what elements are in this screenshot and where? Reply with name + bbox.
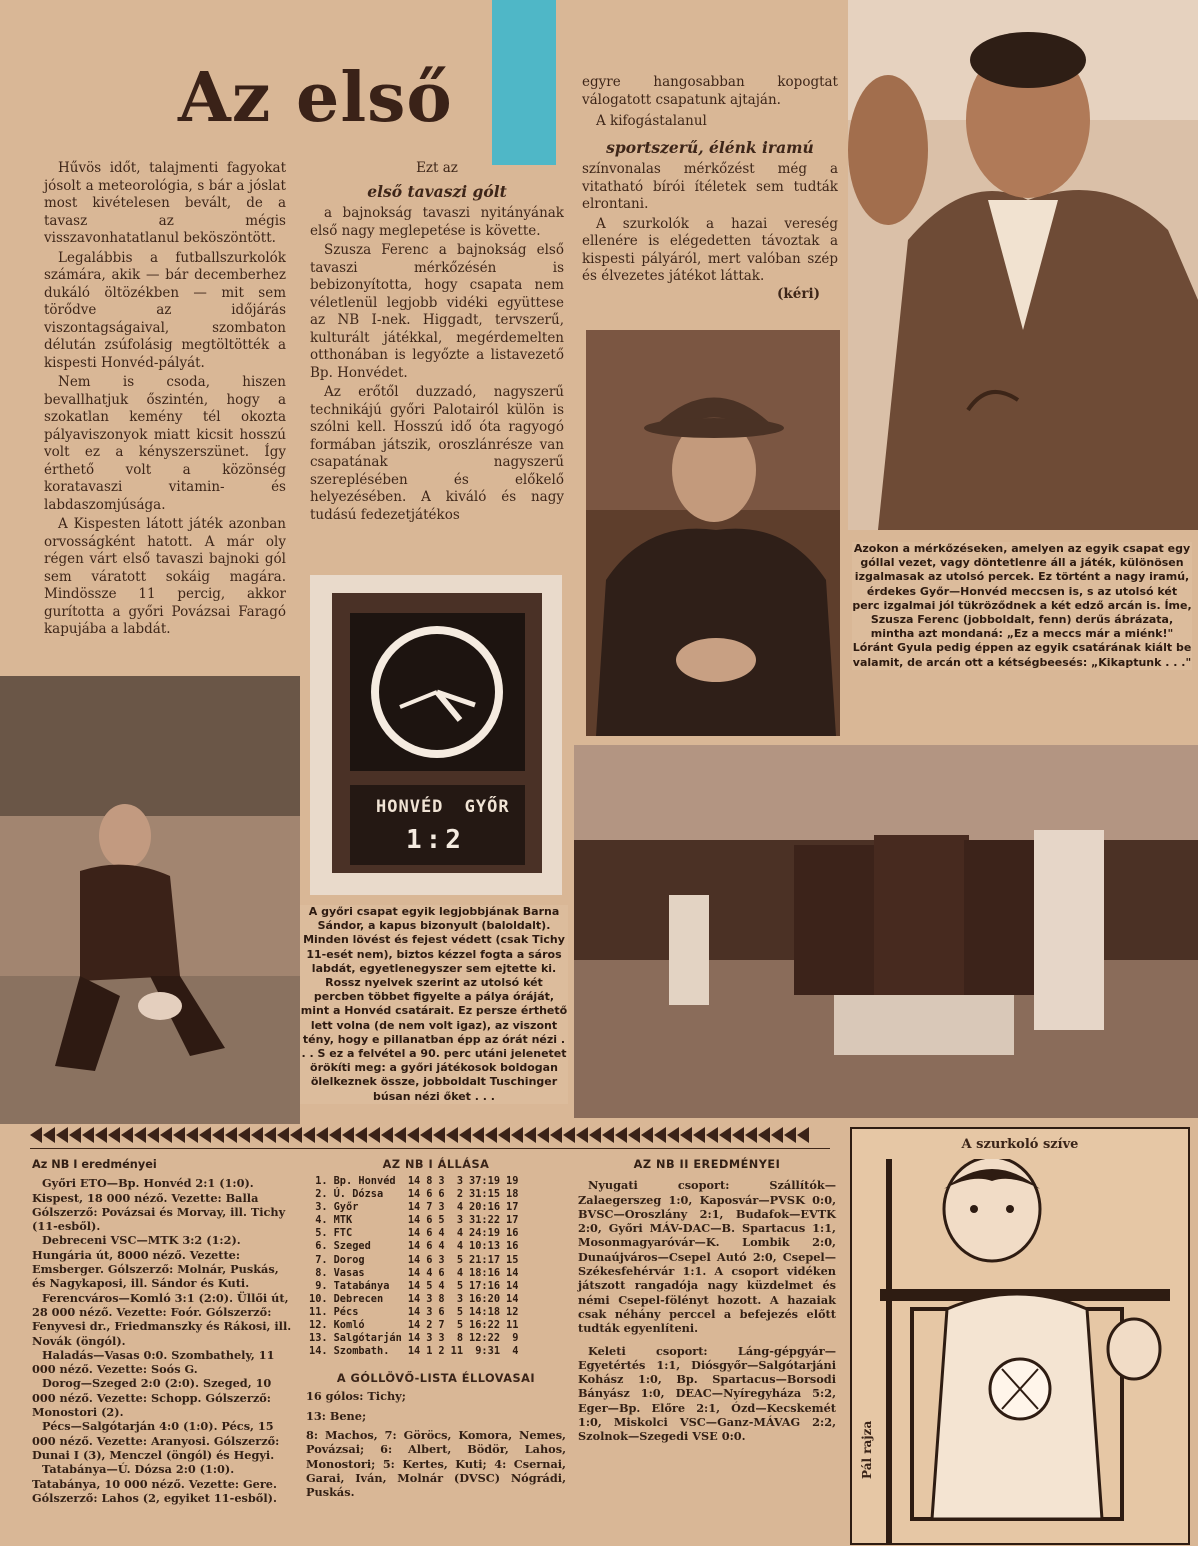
arrow-icon xyxy=(667,1127,679,1143)
arrow-icon xyxy=(485,1127,497,1143)
color-accent-bar xyxy=(492,0,556,165)
standings-cell: 16:20 xyxy=(469,1292,501,1305)
result-entry: Keleti csoport: Láng-gépgyár—Egyetértés 1:1, Diósgyőr—Salgótarjáni Kohász 1:0, Bp. Spartacus—Borsodi Bányász 1:0, DEAC—Nyíregyháza 5:2, Eger—Bp. Előre 2:1, Ózd—Kecskemét 1:0, Miskolci VSC—Ganz-MÁVAG 2:2, Szolnok—Szegedi VSE 0:0. xyxy=(578,1343,836,1444)
standings-cell: 14 xyxy=(407,1227,421,1240)
standings-row xyxy=(306,1345,521,1358)
standings-cell: Tatabánya xyxy=(333,1279,390,1292)
photo-stadium-clock xyxy=(310,575,562,895)
arrow-icon xyxy=(771,1127,783,1143)
article-column-3 xyxy=(582,74,838,303)
photo-coach-szusza xyxy=(586,330,840,736)
standings-cell: 14 xyxy=(407,1279,421,1292)
standings-cell: 4 xyxy=(426,1266,433,1279)
arrow-icon xyxy=(732,1127,744,1143)
paragraph: Hűvös időt, talajmenti fagyokat jósolt a meteorológia, s bár a jóslat most kivételesen bevált, de a tavasz az mégis visszavonhatatlanul beköszöntött. xyxy=(44,160,286,246)
standings-cell: 4 xyxy=(438,1240,445,1253)
paragraph: egyre hangosabban kopogtat válogatott csapatunk ajtaján. xyxy=(582,74,838,108)
arrow-icon xyxy=(563,1127,575,1143)
cartoon-panel xyxy=(850,1127,1190,1545)
arrow-icon xyxy=(277,1127,289,1143)
standings-cell: 4 xyxy=(438,1227,445,1240)
standings-cell: 7. xyxy=(315,1253,328,1266)
arrow-icon xyxy=(69,1127,81,1143)
headline: Az első xyxy=(178,58,453,138)
standings-cell: 3 xyxy=(426,1305,433,1318)
standings-cell: 3 xyxy=(426,1292,433,1305)
standings-cell: 3 xyxy=(456,1292,464,1305)
standings-row xyxy=(306,1332,521,1345)
standings-row xyxy=(306,1280,521,1293)
home-team: HONVÉD xyxy=(376,797,444,817)
standings-cell: 18 xyxy=(506,1188,519,1201)
arrow-icon xyxy=(212,1127,224,1143)
standings-cell: 6 xyxy=(426,1253,433,1266)
scorer-line: 13: Bene; xyxy=(306,1408,367,1423)
standings-cell: 6 xyxy=(438,1266,445,1279)
arrow-icon xyxy=(615,1127,627,1143)
arrow-icon xyxy=(589,1127,601,1143)
coach-szusza-illustration xyxy=(586,330,840,736)
standings-cell: 14 xyxy=(407,1175,421,1187)
standings-row xyxy=(306,1254,521,1267)
paragraph: Szusza Ferenc a bajnokság első tavaszi mérkőzésén is bebizonyította, hogy csapata nem véletlenül legjobb vidéki együttese az NB I-nek. Higgadt, tervszerű, kulturált játékkal, megérdemelten otthonában is legyőzte a listavezető Bp. Honvédet. xyxy=(310,242,564,381)
arrow-icon xyxy=(680,1127,692,1143)
standings-cell: 2 xyxy=(456,1188,464,1201)
arrow-icon xyxy=(576,1127,588,1143)
arrow-icon xyxy=(225,1127,237,1143)
arrow-icon xyxy=(342,1127,354,1143)
standings-cell: Szombath. xyxy=(333,1345,390,1358)
standings-cell: 14 xyxy=(407,1188,421,1201)
standings-cell: 8 xyxy=(438,1292,445,1305)
standings-row xyxy=(306,1201,521,1214)
arrow-icon xyxy=(316,1127,328,1143)
standings-cell: 17:16 xyxy=(469,1279,501,1292)
standings-cell: 18:16 xyxy=(469,1266,501,1279)
arrow-icon xyxy=(407,1127,419,1143)
standings-cell: 17 xyxy=(506,1214,519,1227)
standings-cell: 4 xyxy=(456,1240,464,1253)
standings-cell: 14 xyxy=(506,1279,519,1292)
arrow-icon xyxy=(784,1127,796,1143)
standings-cell: 3 xyxy=(438,1332,445,1345)
paragraph: A szurkolók a hazai vereség ellenére is elégedetten távoztak a kispesti pályáról, mert valóban szép és élvezetes játékot láttak. xyxy=(582,215,838,284)
arrow-icon xyxy=(472,1127,484,1143)
arrow-icon xyxy=(30,1127,42,1143)
standings-cell: 3 xyxy=(438,1175,445,1187)
standings-row xyxy=(306,1175,521,1188)
arrow-icon xyxy=(329,1127,341,1143)
standings-cell: 4 xyxy=(456,1227,464,1240)
standings-cell: 6 xyxy=(426,1240,433,1253)
standings-cell: 4 xyxy=(456,1201,464,1214)
nb1-results-header: Az NB I eredményei xyxy=(32,1158,157,1171)
arrow-icon xyxy=(121,1127,133,1143)
article-column-2 xyxy=(310,160,564,524)
standings-cell: 5 xyxy=(456,1305,464,1318)
arrow-icon xyxy=(303,1127,315,1143)
standings-row xyxy=(306,1240,521,1253)
standings-cell: 14 xyxy=(407,1240,421,1253)
arrow-icon xyxy=(95,1127,107,1143)
arrow-icon xyxy=(368,1127,380,1143)
arrow-icon xyxy=(160,1127,172,1143)
arrow-icon xyxy=(108,1127,120,1143)
arrow-icon xyxy=(524,1127,536,1143)
standings-cell: 6 xyxy=(438,1305,445,1318)
arrow-icon xyxy=(459,1127,471,1143)
standings-cell: 8. xyxy=(315,1266,328,1279)
standings-cell: 14. xyxy=(309,1345,328,1358)
scorers-header: A GÓLLÖVŐ-LISTA ÉLLOVASAI xyxy=(336,1372,536,1386)
arrow-icon xyxy=(186,1127,198,1143)
standings-cell: 16 xyxy=(506,1227,519,1240)
standings-cell: 14 xyxy=(407,1319,421,1332)
paragraph: a bajnokság tavaszi nyitányának első nagy meglepetése is követte. xyxy=(310,205,564,239)
standings-cell: 10:13 xyxy=(469,1240,501,1253)
standings-cell: 4 xyxy=(456,1266,464,1279)
standings-cell: 14 xyxy=(407,1214,421,1227)
arrow-icon xyxy=(251,1127,263,1143)
standings-cell: 5. xyxy=(315,1227,328,1240)
standings-cell: 31:22 xyxy=(469,1214,501,1227)
standings-cell: Komló xyxy=(333,1319,365,1332)
standings-row xyxy=(306,1293,521,1306)
arrow-icon xyxy=(602,1127,614,1143)
standings-cell: 9 xyxy=(512,1332,519,1345)
arrow-icon xyxy=(706,1127,718,1143)
nb2-results xyxy=(578,1158,836,1444)
paragraph: színvonalas mérkőzést még a vitatható bírói ítéletek sem tudták elrontani. xyxy=(582,161,838,212)
standings-cell: 16 xyxy=(506,1240,519,1253)
standings-cell: 3 xyxy=(456,1175,464,1187)
standings-cell: 16:22 xyxy=(469,1319,501,1332)
signature: (kéri) xyxy=(777,285,820,302)
standings-cell: Debrecen xyxy=(333,1292,384,1305)
arrow-icon xyxy=(719,1127,731,1143)
standings-cell: 9:31 xyxy=(475,1345,501,1358)
standings-cell: 6. xyxy=(315,1240,328,1253)
cartoon-credit: Pál rajza xyxy=(860,1420,874,1479)
standings-cell: 21:17 xyxy=(469,1253,501,1266)
standings-cell: 8 xyxy=(456,1332,464,1345)
arrow-icon xyxy=(693,1127,705,1143)
standings-cell: 5 xyxy=(426,1279,433,1292)
arrow-icon xyxy=(173,1127,185,1143)
standings-header: AZ NB I ÁLLÁSA xyxy=(382,1158,490,1171)
standings-cell: 14 xyxy=(407,1332,421,1345)
photo-players-celebrating xyxy=(574,745,1198,1118)
arrow-icon xyxy=(56,1127,68,1143)
standings-row xyxy=(306,1214,521,1227)
arrow-icon xyxy=(758,1127,770,1143)
arrow-icon xyxy=(134,1127,146,1143)
standings-cell: 14 xyxy=(407,1292,421,1305)
standings-cell: 3 xyxy=(438,1201,445,1214)
standings-cell: 24:19 xyxy=(469,1227,501,1240)
standings-cell: 12. xyxy=(309,1319,328,1332)
standings-cell: 31:15 xyxy=(469,1188,501,1201)
intro-text: A kifogástalanul xyxy=(596,113,707,129)
arrow-icon xyxy=(628,1127,640,1143)
standings-cell: 4 xyxy=(512,1345,519,1358)
standings-cell: 14 xyxy=(407,1345,421,1358)
paragraph: Az erőtől duzzadó, nagyszerű technikájú győri Palotairól külön is szólni kell. Hosszú idő óta ragyogó formában játszik, oroszlánrésze van csapatának nagyszerű szereplésében és előkelő helyezésében. A kiváló és nagy tudású fedezetjátékos xyxy=(310,384,564,523)
standings-cell: Dorog xyxy=(333,1253,365,1266)
arrow-icon xyxy=(238,1127,250,1143)
standings-cell: 3 xyxy=(438,1253,445,1266)
standings-cell: 2. xyxy=(315,1188,328,1201)
standings-cell: Vasas xyxy=(333,1266,365,1279)
goalkeeper-illustration xyxy=(0,676,300,1124)
caption-text: A győri csapat egyik legjobbjának Barna Sándor, a kapus bizonyult (baloldalt). Minden lövést és fejest védett (csak Tichy 11-esét nem), biztos kézzel fogta a sáros labdát, egyetlenegyszer sem ejtette ki. Rossz nyelvek szerint az utolsó két percben többet figyelte a pálya óráját, mint a Honvéd csatárait. Ez persze érthető lett volna (de nem volt igaz), az viszont tény, hogy e pillanatban épp az órát nézi . . . S ez a felvétel a 90. perc utáni jelenetet örökíti meg: a győri játékosok boldogan ölelkeznek össze, jobboldalt Tuschinger búsan nézi őket . . . xyxy=(300,905,568,1103)
standings-cell: Bp. Honvéd xyxy=(333,1175,396,1187)
standings-cell: 4. xyxy=(315,1214,328,1227)
standings-cell: 4 xyxy=(438,1279,445,1292)
result-entry: Ferencváros—Komló 3:1 (2:0). Üllői út, 28 000 néző. Vezette: Foór. Gólszerző: Fenyvesi dr., Friedmanszky és Rákosi, ill. Novák (öngól). xyxy=(32,1290,292,1348)
scoreboard-teams xyxy=(376,797,536,817)
standings-cell: 14 xyxy=(407,1201,421,1214)
arrow-icon xyxy=(381,1127,393,1143)
standings-cell: 3. xyxy=(315,1201,328,1214)
arrow-icon xyxy=(498,1127,510,1143)
standings-cell: 19 xyxy=(506,1175,519,1187)
standings-cell: 11 xyxy=(450,1345,464,1358)
standings-cell: 14 xyxy=(407,1305,421,1318)
away-team: GYŐR xyxy=(464,797,510,817)
nb2-results-header: AZ NB II EREDMÉNYEI xyxy=(633,1158,781,1171)
standings-cell: 2 xyxy=(438,1345,445,1358)
result-entry: Pécs—Salgótarján 4:0 (1:0). Pécs, 15 000 néző. Vezette: Aranyosi. Gólszerző: Dunai I (3), Menczel (öngól) és Hegyi. xyxy=(32,1419,280,1462)
paragraph: A Kispesten látott játék azonban orvosságként hatott. A már oly régen várt első tavaszi bajnoki gól sem váratott sokáig magára. Mindössze 11 percig, akkor gurította a győri Povázsai Faragó kapujába a labdát. xyxy=(44,516,286,637)
arrow-icon xyxy=(654,1127,666,1143)
result-entry: Tatabánya—Ú. Dózsa 2:0 (1:0). Tatabánya, 10 000 néző. Vezette: Gere. Gólszerző: Lahos (2, egyiket 11-esből). xyxy=(32,1462,277,1505)
standings-cell: 14:18 xyxy=(469,1305,501,1318)
standings-cell: 17 xyxy=(506,1201,519,1214)
standings-cell: 14 xyxy=(407,1253,421,1266)
subheading: sportszerű, élénk iramú xyxy=(606,137,814,157)
standings-cell: 6 xyxy=(426,1214,433,1227)
arrow-icon xyxy=(82,1127,94,1143)
standings-cell: 5 xyxy=(456,1253,464,1266)
standings-cell: Salgótarján xyxy=(333,1332,402,1345)
arrow-icon xyxy=(43,1127,55,1143)
scorer-line: 16 gólos: Tichy; xyxy=(306,1389,406,1404)
caption-goalkeeper xyxy=(300,905,568,1104)
standings-cell: 3 xyxy=(426,1332,433,1345)
standings-cell: Szeged xyxy=(333,1240,371,1253)
standings-cell: 12 xyxy=(506,1305,519,1318)
scoreboard-score: 1:2 xyxy=(406,825,465,855)
arrow-icon xyxy=(433,1127,445,1143)
standings-cell: FTC xyxy=(333,1227,353,1240)
standings-row xyxy=(306,1306,521,1319)
result-entry: Debreceni VSC—MTK 3:2 (1:2). Hungária út, 8000 néző. Vezette: Emsberger. Gólszerző: Molnár, Puskás, és Nagykaposi, ill. Sándor és Kuti. xyxy=(32,1233,279,1291)
standings-row xyxy=(306,1267,521,1280)
standings-cell: MTK xyxy=(333,1214,353,1227)
standings-cell: Ú. Dózsa xyxy=(333,1188,384,1201)
standings-cell: 14 xyxy=(407,1266,421,1279)
arrow-icon xyxy=(290,1127,302,1143)
standings-cell: 20:16 xyxy=(469,1201,501,1214)
standings-cell: Pécs xyxy=(333,1305,359,1318)
nb1-results xyxy=(32,1158,292,1505)
photo-goalkeeper xyxy=(0,676,300,1124)
standings-cell: 10. xyxy=(309,1292,328,1305)
standings-cell: 6 xyxy=(426,1188,433,1201)
standings-cell: 13. xyxy=(309,1332,328,1345)
arrow-icon xyxy=(641,1127,653,1143)
scorer-line: 8: Machos, 7: Göröcs, Komora, Nemes, Povázsai; 6: Albert, Bödör, Lahos, Monostori; 5: Kertes, Kuti; 4: Csernai, Garai, Iván, Molnár (DVSC) Nógrádi, Puskás. xyxy=(306,1427,566,1500)
result-entry: Nyugati csoport: Szállítók—Zalaegerszeg 1:0, Kaposvár—PVSK 0:0, BVSC—Oroszlány 2:1, Budafok—EVTK 2:0, Győri MÁV-DAC—B. Spartacus 1:1, Mosonmagyaróvár—K. Lombik 2:0, Dunaújváros—Csepel Autó 2:0, Csepel—Székesfehérvár 1:1. A csoport vidéken játszott rangadója nagy küzdelmet és némi Csepel-fölényt hozott. A hazaiak csak néhány perccel a befejezés előtt tudták egyenlíteni. xyxy=(578,1178,836,1336)
standings-cell: 3 xyxy=(456,1214,464,1227)
cartoon-title: A szurkoló szíve xyxy=(961,1137,1079,1152)
coach-right-illustration xyxy=(848,0,1198,530)
standings-cell: 37:19 xyxy=(469,1175,501,1187)
standings-cell: 5 xyxy=(456,1279,464,1292)
standings-table xyxy=(306,1175,521,1358)
arrow-icon xyxy=(420,1127,432,1143)
standings-cell: 11. xyxy=(309,1305,328,1318)
standings-cell: 14 xyxy=(506,1292,519,1305)
caption-text: Azokon a mérkőzéseken, amelyen az egyik csapat egy góllal vezet, vagy döntetlenre áll a játék, különösen izgalmasak az utolsó percek. Ez történt a nagy iramú, érdekes Győr—Honvéd meccsen is, s az utolsó két perc izgalmai jól tükröződnek a két edző arcán is. Íme, Szusza Ferenc (jobboldalt, fenn) derűs ábrázata, mintha azt mondaná: „Ez a meccs már a miénk!" Lóránt Gyula pedig éppen az egyik csatárának kiált be valamit, de arcán ott a kétségbeesés: „Kikaptunk . . ." xyxy=(852,542,1192,669)
standings-cell: Győr xyxy=(333,1201,359,1214)
arrow-icon xyxy=(511,1127,523,1143)
paragraph: Legalábbis a futballszurkolók számára, akik — bár decemberhez dukáló öltözékben — mit sem törődve az időjárás viszontagságaival, szombaton délután zsúfolásig megtöltötték a kispesti Honvéd-pályát. xyxy=(44,249,286,371)
cartoon-drawing xyxy=(852,1159,1188,1543)
standings-cell: 9. xyxy=(315,1279,328,1292)
caption-coaches xyxy=(852,542,1192,670)
arrow-icon xyxy=(264,1127,276,1143)
standings-cell: 14 xyxy=(506,1266,519,1279)
standings-cell: 15 xyxy=(506,1253,519,1266)
arrow-icon xyxy=(355,1127,367,1143)
arrow-icon xyxy=(394,1127,406,1143)
result-entry: Dorog—Szeged 2:0 (2:0). Szeged, 10 000 néző. Vezette: Schopp. Gólszerző: Monostori (2). xyxy=(32,1376,272,1420)
section-divider-arrows xyxy=(30,1127,830,1147)
nb1-standings xyxy=(306,1158,566,1499)
standings-cell: 1. xyxy=(315,1175,328,1187)
arrow-icon xyxy=(147,1127,159,1143)
result-entry: Győri ETO—Bp. Honvéd 2:1 (1:0). Kispest, 18 000 néző. Vezette: Balla Gólszerző: Povázsai és Morvay, ill. Tichy (11-esből). xyxy=(32,1176,286,1234)
scorers-list xyxy=(306,1389,566,1499)
standings-cell: 2 xyxy=(426,1319,433,1332)
article-column-1 xyxy=(44,160,286,639)
standings-cell: 6 xyxy=(438,1188,445,1201)
arrow-icon xyxy=(446,1127,458,1143)
standings-cell: 7 xyxy=(438,1319,445,1332)
standings-row xyxy=(306,1188,521,1201)
standings-row xyxy=(306,1319,521,1332)
players-illustration xyxy=(574,745,1198,1118)
standings-cell: 12:22 xyxy=(469,1332,501,1345)
standings-cell: 11 xyxy=(506,1319,519,1332)
result-entry: Haladás—Vasas 0:0. Szombathely, 11 000 néző. Vezette: Soós G. xyxy=(32,1347,275,1377)
arrow-icon xyxy=(550,1127,562,1143)
standings-cell: 8 xyxy=(426,1175,433,1187)
standings-row xyxy=(306,1227,521,1240)
photo-coach-right xyxy=(848,0,1198,530)
arrow-icon xyxy=(199,1127,211,1143)
standings-cell: 7 xyxy=(426,1201,433,1214)
divider-line xyxy=(30,1148,830,1149)
paragraph: Nem is csoda, hiszen bevallhatjuk őszintén, hogy a szokatlan kemény tél okozta pályaviszonyok miatt kicsit hosszú volt ez a kényszerszünet. Így érthető volt a közönség koratavaszi vitamin- és labdaszomjúsága. xyxy=(44,374,286,513)
arrow-icon xyxy=(537,1127,549,1143)
intro-text: Ezt az xyxy=(416,160,458,176)
standings-cell: 5 xyxy=(438,1214,445,1227)
standings-cell: 1 xyxy=(426,1345,433,1358)
arrow-icon xyxy=(797,1127,809,1143)
standings-cell: 5 xyxy=(456,1319,464,1332)
arrow-icon xyxy=(745,1127,757,1143)
subheading: első tavaszi gólt xyxy=(367,181,507,201)
standings-cell: 6 xyxy=(426,1227,433,1240)
